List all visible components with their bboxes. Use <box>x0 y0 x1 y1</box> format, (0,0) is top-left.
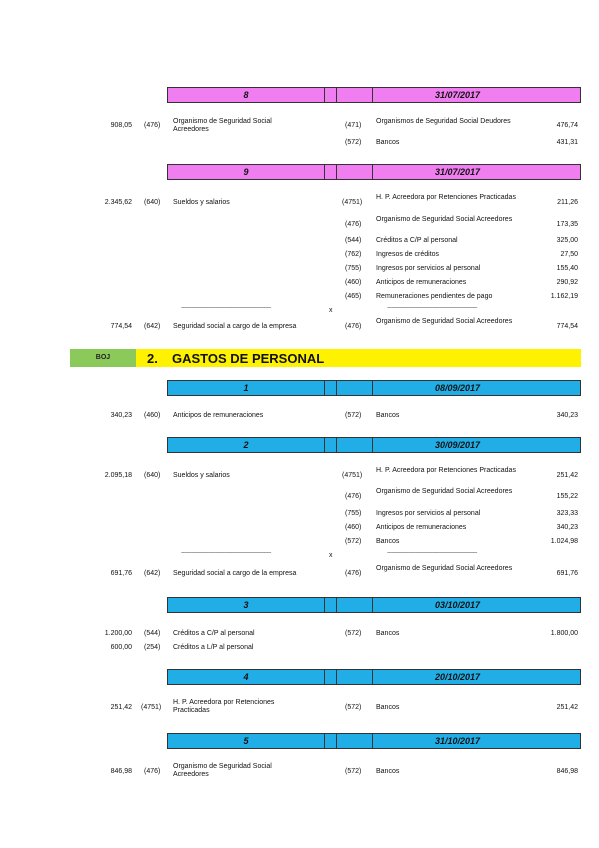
debit-amount: 1.200,00 <box>104 630 132 637</box>
debit-code: (642) <box>144 323 161 330</box>
debit-account: Créditos a C/P al personal <box>173 630 255 637</box>
credit-amount: 27,50 <box>560 251 578 258</box>
debit-code: (544) <box>144 630 161 637</box>
credit-amount: 1.162,19 <box>550 293 578 300</box>
credit-account: Organismo de Seguridad Social Acreedores <box>376 565 513 572</box>
credit-amount: 325,00 <box>556 237 578 244</box>
credit-account: Bancos <box>376 139 400 146</box>
debit-account: Seguridad social a cargo de la empresa <box>173 570 297 577</box>
journal-entry-header <box>167 380 581 396</box>
debit-amount: 691,76 <box>110 570 132 577</box>
credit-account: Organismo de Seguridad Social Acreedores <box>376 318 513 325</box>
credit-amount: 1.024,98 <box>550 538 578 545</box>
credit-account: Bancos <box>376 538 400 545</box>
entry-number: 2 <box>167 438 324 452</box>
credit-amount: 290,92 <box>556 279 578 286</box>
credit-code: (572) <box>345 412 362 419</box>
credit-amount: 1.800,00 <box>550 630 578 637</box>
debit-amount: 2.095,18 <box>104 472 132 479</box>
debit-amount: 2.345,62 <box>104 199 132 206</box>
credit-code: (476) <box>345 570 362 577</box>
credit-code: (471) <box>345 122 362 129</box>
journal-entry-header <box>167 669 581 685</box>
credit-code: (476) <box>345 221 362 228</box>
credit-code: (544) <box>345 237 362 244</box>
credit-account: Anticipos de remuneraciones <box>376 279 467 286</box>
separator-line: ------------------------------------------------------------ <box>387 305 477 311</box>
credit-amount: 173,35 <box>556 221 578 228</box>
debit-code: (640) <box>144 472 161 479</box>
entry-date: 31/07/2017 <box>372 88 581 102</box>
credit-account: H. P. Acreedora por Retenciones Practicadas <box>376 194 516 201</box>
credit-code: (4751) <box>342 472 363 479</box>
credit-amount: 155,40 <box>556 265 578 272</box>
credit-amount: 846,98 <box>556 768 578 775</box>
credit-amount: 251,42 <box>556 704 578 711</box>
credit-code: (460) <box>345 279 362 286</box>
credit-account: Ingresos de créditos <box>376 251 440 258</box>
credit-account: Organismos de Seguridad Social Deudores <box>376 118 511 125</box>
entry-date: 31/10/2017 <box>372 734 581 748</box>
section-badge: BOJ <box>70 349 136 367</box>
credit-amount: 774,54 <box>556 323 578 330</box>
debit-code: (476) <box>144 122 161 129</box>
credit-code: (4751) <box>342 199 363 206</box>
credit-amount: 155,22 <box>556 493 578 500</box>
credit-code: (572) <box>345 704 362 711</box>
entry-date: 08/09/2017 <box>372 381 581 395</box>
entry-number: 9 <box>167 165 324 179</box>
entry-number: 3 <box>167 598 324 612</box>
debit-account: Créditos a L/P al personal <box>173 644 254 651</box>
entry-number: 1 <box>167 381 324 395</box>
credit-code: (476) <box>345 323 362 330</box>
journal-entry-header <box>167 733 581 749</box>
credit-code: (460) <box>345 524 362 531</box>
debit-amount: 774,54 <box>110 323 132 330</box>
entry-date: 30/09/2017 <box>372 438 581 452</box>
separator-mark: x <box>329 307 333 314</box>
journal-entry-header <box>167 164 581 180</box>
credit-amount: 691,76 <box>556 570 578 577</box>
credit-account: Bancos <box>376 768 400 775</box>
entry-number: 8 <box>167 88 324 102</box>
debit-account: Anticipos de remuneraciones <box>173 412 264 419</box>
credit-amount: 340,23 <box>556 412 578 419</box>
credit-account: Anticipos de remuneraciones <box>376 524 467 531</box>
credit-amount: 476,74 <box>556 122 578 129</box>
credit-account: Organismo de Seguridad Social Acreedores <box>376 488 513 495</box>
debit-account: Sueldos y salarios <box>173 472 230 479</box>
section-title: GASTOS DE PERSONAL <box>172 351 325 366</box>
separator-line: ------------------------------------------------------------ <box>181 305 271 311</box>
credit-code: (755) <box>345 510 362 517</box>
credit-amount: 431,31 <box>556 139 578 146</box>
debit-amount: 340,23 <box>110 412 132 419</box>
section-number: 2. <box>147 351 158 366</box>
debit-amount: 600,00 <box>110 644 132 651</box>
debit-code: (4751) <box>141 704 162 711</box>
journal-entry-header <box>167 597 581 613</box>
separator-mark: x <box>329 552 333 559</box>
credit-code: (465) <box>345 293 362 300</box>
debit-code: (640) <box>144 199 161 206</box>
entry-date: 03/10/2017 <box>372 598 581 612</box>
debit-account: Organismo de Seguridad Social Acreedores <box>173 118 272 133</box>
entry-number: 5 <box>167 734 324 748</box>
credit-code: (572) <box>345 538 362 545</box>
credit-account: Organismo de Seguridad Social Acreedores <box>376 216 513 223</box>
credit-account: H. P. Acreedora por Retenciones Practicadas <box>376 467 516 474</box>
credit-amount: 251,42 <box>556 472 578 479</box>
credit-account: Remuneraciones pendientes de pago <box>376 293 493 300</box>
credit-code: (572) <box>345 139 362 146</box>
credit-code: (572) <box>345 630 362 637</box>
entry-date: 20/10/2017 <box>372 670 581 684</box>
debit-code: (254) <box>144 644 161 651</box>
credit-account: Ingresos por servicios al personal <box>376 510 481 517</box>
credit-amount: 323,33 <box>556 510 578 517</box>
debit-account: Seguridad social a cargo de la empresa <box>173 323 297 330</box>
credit-code: (755) <box>345 265 362 272</box>
credit-amount: 211,26 <box>557 199 578 206</box>
credit-account: Bancos <box>376 630 400 637</box>
debit-account: Organismo de Seguridad Social Acreedores <box>173 763 272 778</box>
journal-entry-header <box>167 87 581 103</box>
credit-account: Créditos a C/P al personal <box>376 237 458 244</box>
credit-account: Bancos <box>376 704 400 711</box>
credit-account: Bancos <box>376 412 400 419</box>
credit-account: Ingresos por servicios al personal <box>376 265 481 272</box>
debit-amount: 908,05 <box>110 122 132 129</box>
entry-number: 4 <box>167 670 324 684</box>
debit-account: H. P. Acreedora por Retenciones Practicadas <box>173 699 275 714</box>
separator-line: ------------------------------------------------------------ <box>387 550 477 556</box>
entry-date: 31/07/2017 <box>372 165 581 179</box>
credit-code: (572) <box>345 768 362 775</box>
credit-amount: 340,23 <box>556 524 578 531</box>
debit-amount: 251,42 <box>110 704 132 711</box>
debit-code: (642) <box>144 570 161 577</box>
debit-code: (460) <box>144 412 161 419</box>
credit-code: (476) <box>345 493 362 500</box>
separator-line: ------------------------------------------------------------ <box>181 550 271 556</box>
journal-entry-header <box>167 437 581 453</box>
debit-code: (476) <box>144 768 161 775</box>
debit-account: Sueldos y salarios <box>173 199 230 206</box>
credit-code: (762) <box>345 251 362 258</box>
debit-amount: 846,98 <box>110 768 132 775</box>
